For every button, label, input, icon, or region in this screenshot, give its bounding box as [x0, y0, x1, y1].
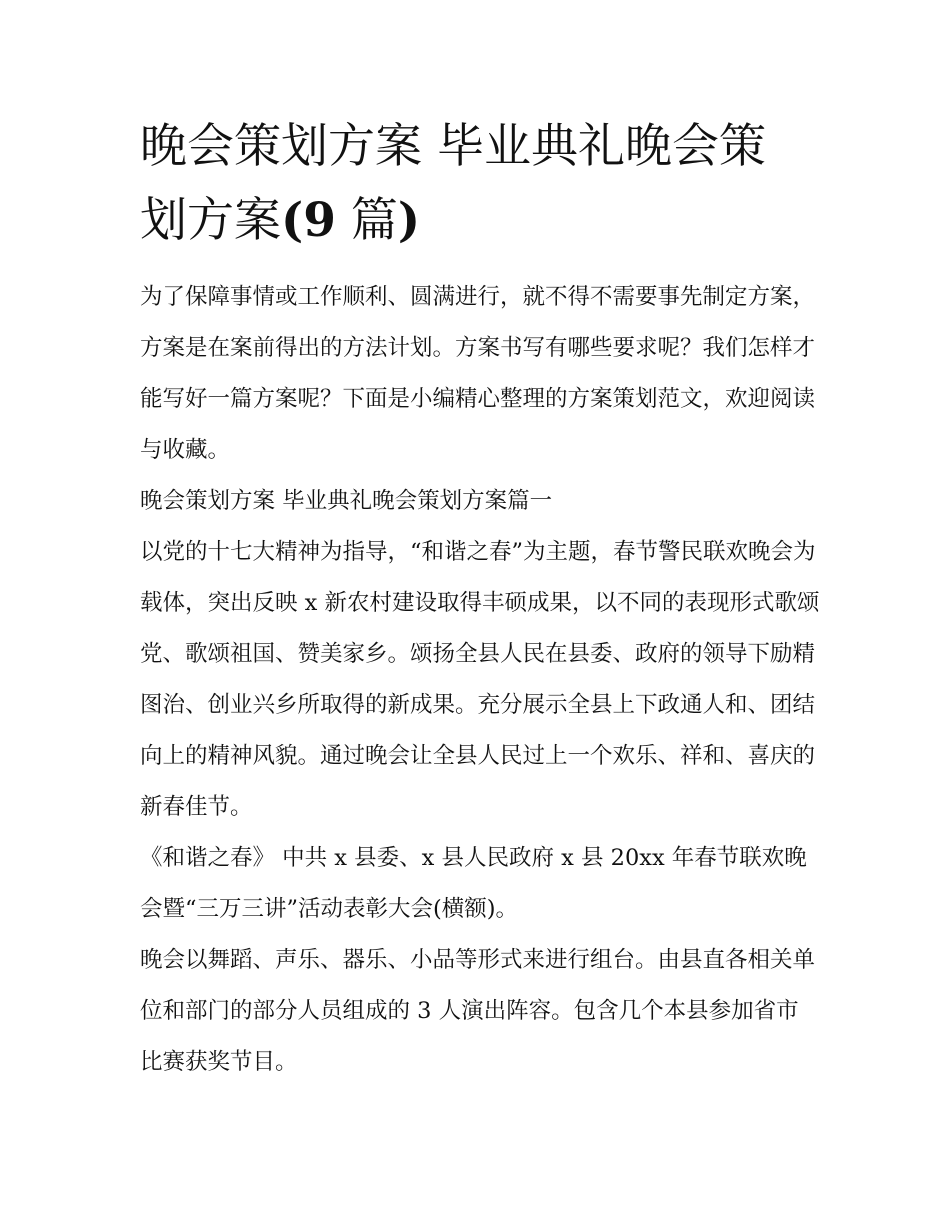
title-line-2-text: 划方案: [140, 193, 281, 248]
document-body: [140, 272, 820, 1088]
section-heading: 晚会策划方案 毕业典礼晚会策划方案篇一: [140, 488, 553, 514]
title-line-1: 晚会策划方案 毕业典礼晚会策: [140, 119, 766, 174]
paragraph-banner: 《和谐之春》 中共 x 县委、x 县人民政府 x 县 20xx 年春节联欢晚会暨“三万三讲”活动表彰大会(横额)。: [140, 845, 807, 922]
paragraph-intro: 为了保障事情或工作顺利、圆满进行，就不得不需要事先制定方案，方案是在案前得出的方法计划。方案书写有哪些要求呢？我们怎样才能写好一篇方案呢？下面是小编精心整理的方案策划范文，欢迎阅读与收藏。: [140, 284, 816, 463]
document-content: [140, 110, 820, 1088]
title-count-unit: 篇: [335, 193, 398, 248]
title-count-close: ): [397, 193, 421, 248]
paragraph-program: 晚会以舞蹈、声乐、器乐、小品等形式来进行组台。由县直各相关单位和部门的部分人员组成的 3 人演出阵容。包含几个本县参加省市比赛获奖节目。: [140, 947, 816, 1075]
document-title: [140, 110, 820, 258]
paragraph-guideline: 以党的十七大精神为指导，“和谐之春”为主题，春节警民联欢晚会为载体，突出反映 x 新农村建设取得丰硕成果，以不同的表现形式歌颂党、歌颂祖国、赞美家乡。颂扬全县人民在县委、政府的领导下励精图治、创业兴乡所取得的新成果。充分展示全县上下政通人和、团结向上的精神风貌。通过晚会让全县人民过上一个欢乐、祥和、喜庆的新春佳节。: [140, 539, 820, 820]
title-count-open: (9: [281, 193, 336, 248]
